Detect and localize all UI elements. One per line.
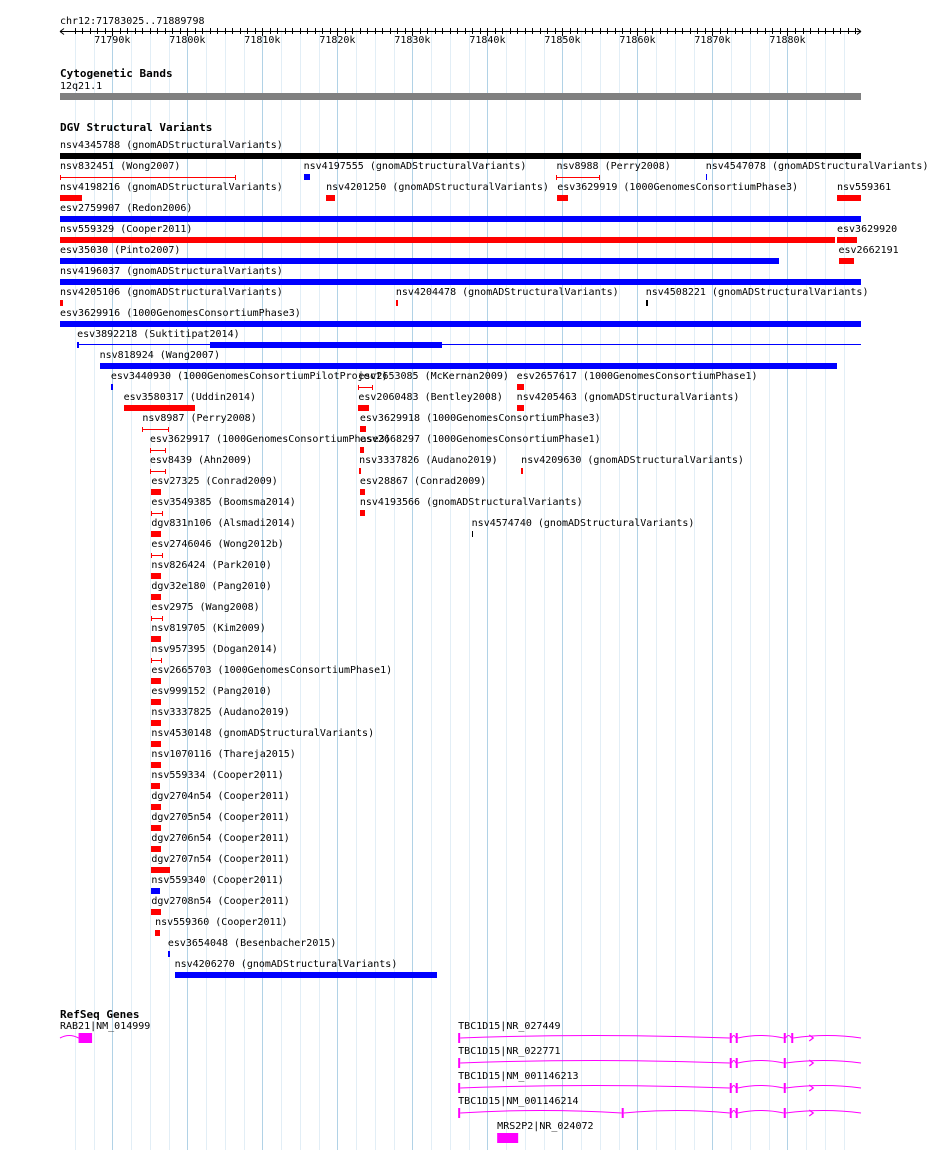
variant-f49[interactable] xyxy=(151,720,161,726)
variant-label: esv3629916 (1000GenomesConsortiumPhase3) xyxy=(60,308,301,319)
variant-label: esv2746046 (Wong2012b) xyxy=(151,539,284,550)
gene-label: TBC1D15|NR_022771 xyxy=(458,1046,561,1057)
variant-f26[interactable] xyxy=(358,405,369,411)
variant-span-line xyxy=(151,450,166,451)
location-label: chr12:71783025..71889798 xyxy=(60,16,205,27)
variant-f19[interactable] xyxy=(60,321,861,327)
variant-f57[interactable] xyxy=(151,888,159,894)
variant-f14[interactable] xyxy=(839,258,855,264)
gene-label: TBC1D15|NR_027449 xyxy=(458,1021,561,1032)
variant-f61[interactable] xyxy=(175,972,438,978)
cytoband-label: 12q21.1 xyxy=(60,81,103,92)
variant-f43[interactable] xyxy=(151,594,161,600)
variant-label: esv2975 (Wang2008) xyxy=(151,602,260,613)
variant-f17[interactable] xyxy=(396,300,398,306)
variant-label: esv3549385 (Boomsma2014) xyxy=(151,497,296,508)
variant-f22[interactable] xyxy=(111,384,113,390)
cytobands-title: Cytogenetic Bands xyxy=(60,67,173,80)
variant-f53[interactable] xyxy=(151,804,161,810)
variant-label: esv2668297 (1000GenomesConsortiumPhase1) xyxy=(359,434,601,445)
variant-f50[interactable] xyxy=(151,741,161,747)
gene-exon[interactable] xyxy=(730,1083,732,1093)
variant-label: esv8439 (Ahn2009) xyxy=(149,455,253,466)
variant-f58[interactable] xyxy=(151,909,161,915)
variant-label: nsv4198216 (gnomADStructuralVariants) xyxy=(60,182,283,193)
variant-label: nsv826424 (Park2010) xyxy=(151,560,272,571)
variant-label: nsv559334 (Cooper2011) xyxy=(151,770,284,781)
variant-label: esv2657617 (1000GenomesConsortiumPhase1) xyxy=(516,371,758,382)
variant-label: esv3580317 (Uddin2014) xyxy=(123,392,257,403)
variant-label: esv3440930 (1000GenomesConsortiumPilotProject) xyxy=(110,371,388,382)
variant-f56[interactable] xyxy=(151,867,170,873)
variant-label: dgv2708n54 (Cooper2011) xyxy=(151,896,290,907)
gene-label: TBC1D15|NM_001146214 xyxy=(458,1096,579,1107)
variant-end-tick xyxy=(77,342,79,348)
gene-intron-g2 xyxy=(460,1036,861,1039)
variant-label: dgv2706n54 (Cooper2011) xyxy=(151,833,290,844)
ruler-tick-label: 71860k xyxy=(619,35,656,46)
variant-f9[interactable] xyxy=(837,195,861,201)
gene-intron-g3 xyxy=(460,1061,861,1064)
gene-exon[interactable] xyxy=(458,1108,460,1118)
variant-f51[interactable] xyxy=(151,762,161,768)
variant-f41[interactable] xyxy=(151,553,163,558)
variant-f46[interactable] xyxy=(151,658,162,663)
gene-exon[interactable] xyxy=(784,1033,786,1043)
variant-f44[interactable] xyxy=(151,616,163,621)
variant-label: nsv4206270 (gnomADStructuralVariants) xyxy=(174,959,398,970)
variant-f15[interactable] xyxy=(60,279,861,285)
variant-span-line xyxy=(557,177,599,178)
gene-exon[interactable] xyxy=(736,1083,738,1093)
variant-label: nsv3337825 (Audano2019) xyxy=(151,707,290,718)
gene-exon[interactable] xyxy=(736,1058,738,1068)
variant-f30[interactable] xyxy=(150,448,167,453)
variant-label: esv2759907 (Redon2006) xyxy=(60,203,193,214)
variant-f18[interactable] xyxy=(646,300,648,306)
variant-label: nsv957395 (Dogan2014) xyxy=(151,644,278,655)
variant-span-line xyxy=(152,618,162,619)
gene-intron-g4 xyxy=(460,1086,861,1089)
variant-label: nsv8987 (Perry2008) xyxy=(142,413,257,424)
variant-f16[interactable] xyxy=(60,300,63,306)
dgv-track-title: DGV Structural Variants xyxy=(60,121,213,134)
variant-label: esv35030 (Pinto2007) xyxy=(60,245,181,256)
variant-label: nsv559329 (Cooper2011) xyxy=(60,224,193,235)
gene-exon[interactable] xyxy=(791,1033,793,1043)
variant-span-line xyxy=(152,660,161,661)
variant-f3[interactable] xyxy=(304,174,310,180)
variant-f54[interactable] xyxy=(151,825,161,831)
variant-f29[interactable] xyxy=(360,426,366,432)
gene-exon[interactable] xyxy=(497,1133,518,1143)
variant-f24[interactable] xyxy=(517,384,525,390)
variant-f55[interactable] xyxy=(151,846,161,852)
ruler-tick-label: 71850k xyxy=(544,35,581,46)
variant-f40[interactable] xyxy=(472,531,474,537)
gene-exon[interactable] xyxy=(79,1033,93,1043)
variant-f27[interactable] xyxy=(517,405,525,411)
variant-span-line xyxy=(359,387,372,388)
ruler-tick-label: 71840k xyxy=(469,35,506,46)
variant-f39[interactable] xyxy=(151,531,161,537)
cytoband-12q21-1[interactable] xyxy=(60,93,861,100)
gene-exon[interactable] xyxy=(730,1058,732,1068)
variant-span-line xyxy=(152,513,162,514)
variant-f36[interactable] xyxy=(360,489,365,495)
variant-label: nsv1070116 (Thareja2015) xyxy=(151,749,296,760)
variant-label: nsv4530148 (gnomADStructuralVariants) xyxy=(151,728,375,739)
variant-label: nsv4205463 (gnomADStructuralVariants) xyxy=(516,392,740,403)
variant-f35[interactable] xyxy=(151,489,161,495)
variant-label: nsv818924 (Wang2007) xyxy=(99,350,220,361)
variant-f21[interactable] xyxy=(100,363,837,369)
variant-f4[interactable] xyxy=(556,175,600,180)
gene-exon[interactable] xyxy=(784,1058,786,1068)
variant-f34[interactable] xyxy=(521,468,523,474)
variant-f31[interactable] xyxy=(360,447,365,453)
variant-label: nsv4193566 (gnomADStructuralVariants) xyxy=(359,497,583,508)
variant-label: esv3892218 (Suktitipat2014) xyxy=(77,329,240,340)
variant-f13[interactable] xyxy=(60,258,779,264)
variant-label: nsv4547078 (gnomADStructuralVariants) xyxy=(705,161,928,172)
variant-label: dgv32e180 (Pang2010) xyxy=(151,581,272,592)
variant-f5[interactable] xyxy=(706,174,708,180)
gene-exon[interactable] xyxy=(458,1033,460,1043)
variant-f25[interactable] xyxy=(124,405,195,411)
ruler-tick-label: 71830k xyxy=(394,35,431,46)
variant-label: nsv4201250 (gnomADStructuralVariants) xyxy=(326,182,549,193)
variant-label: esv3629918 (1000GenomesConsortiumPhase3) xyxy=(359,413,601,424)
variant-span-line xyxy=(143,429,167,430)
variant-label: dgv831n106 (Alsmadi2014) xyxy=(151,518,296,529)
variant-f60[interactable] xyxy=(168,951,170,957)
variant-label: nsv4508221 (gnomADStructuralVariants) xyxy=(645,287,869,298)
variant-label: nsv4345788 (gnomADStructuralVariants) xyxy=(60,140,283,151)
gene-exon[interactable] xyxy=(736,1108,738,1118)
variant-label: nsv4574740 (gnomADStructuralVariants) xyxy=(471,518,695,529)
gene-exon[interactable] xyxy=(458,1058,460,1068)
gene-label: MRS2P2|NR_024072 xyxy=(497,1121,594,1132)
variant-f32[interactable] xyxy=(150,469,167,474)
variant-f6[interactable] xyxy=(60,195,82,201)
variant-f10[interactable] xyxy=(60,216,861,222)
gene-exon[interactable] xyxy=(784,1083,786,1093)
variant-label: nsv4196037 (gnomADStructuralVariants) xyxy=(60,266,283,277)
variant-f42[interactable] xyxy=(151,573,161,579)
gene-intron-g5 xyxy=(460,1111,861,1114)
variant-label: nsv4204478 (gnomADStructuralVariants) xyxy=(395,287,619,298)
ruler-tick-label: 71870k xyxy=(694,35,731,46)
variant-label: esv28867 (Conrad2009) xyxy=(359,476,487,487)
variant-f37[interactable] xyxy=(151,511,163,516)
ruler-tick-label: 71820k xyxy=(319,35,356,46)
gene-exon[interactable] xyxy=(458,1083,460,1093)
variant-span-line xyxy=(152,555,162,556)
gene-label: TBC1D15|NM_001146213 xyxy=(458,1071,579,1082)
ruler-tick-label: 71790k xyxy=(94,35,131,46)
ruler-tick-label: 71880k xyxy=(769,35,806,46)
variant-label: esv3654048 (Besenbacher2015) xyxy=(167,938,337,949)
variant-f8[interactable] xyxy=(557,195,568,201)
variant-label: dgv2704n54 (Cooper2011) xyxy=(151,791,290,802)
gene-exon[interactable] xyxy=(784,1108,786,1118)
variant-label: esv999152 (Pang2010) xyxy=(151,686,272,697)
variant-label: esv2653085 (McKernan2009) xyxy=(358,371,509,382)
variant-label: dgv2705n54 (Cooper2011) xyxy=(151,812,290,823)
variant-label: esv3629917 (1000GenomesConsortiumPhase3) xyxy=(149,434,391,445)
variant-f12[interactable] xyxy=(837,237,857,243)
gene-label: RAB21|NM_014999 xyxy=(60,1021,151,1032)
gene-exon[interactable] xyxy=(730,1108,732,1118)
variant-f28[interactable] xyxy=(142,427,168,432)
variant-span-line xyxy=(77,344,861,345)
variant-f38[interactable] xyxy=(360,510,365,516)
variant-span-line xyxy=(151,471,166,472)
variant-f23[interactable] xyxy=(358,385,373,390)
variant-span-line xyxy=(61,177,235,178)
gene-exon[interactable] xyxy=(730,1033,732,1043)
variant-f47[interactable] xyxy=(151,678,161,684)
refseq-track-title: RefSeq Genes xyxy=(60,1008,140,1021)
ruler-tick-label: 71800k xyxy=(169,35,206,46)
ruler-tick-label: 71810k xyxy=(244,35,281,46)
variant-f11[interactable] xyxy=(60,237,835,243)
variant-label: nsv3337826 (Audano2019) xyxy=(359,455,498,466)
variant-f7[interactable] xyxy=(326,195,335,201)
variant-label: nsv832451 (Wong2007) xyxy=(60,161,181,172)
variant-label: esv3629920 xyxy=(837,224,898,235)
gene-exon[interactable] xyxy=(736,1033,738,1043)
variant-label: nsv4197555 (gnomADStructuralVariants) xyxy=(303,161,527,172)
variant-label: esv2665703 (1000GenomesConsortiumPhase1) xyxy=(151,665,393,676)
variant-f20[interactable] xyxy=(77,342,861,348)
variant-f59[interactable] xyxy=(155,930,160,936)
variant-core-block xyxy=(210,342,443,348)
variant-label: nsv559340 (Cooper2011) xyxy=(151,875,284,886)
variant-f1[interactable] xyxy=(60,153,861,159)
variant-label: nsv559361 xyxy=(837,182,892,193)
variant-label: esv3629919 (1000GenomesConsortiumPhase3) xyxy=(557,182,799,193)
variant-f45[interactable] xyxy=(151,636,161,642)
variant-label: nsv4209630 (gnomADStructuralVariants) xyxy=(521,455,744,466)
variant-label: nsv4205106 (gnomADStructuralVariants) xyxy=(60,287,283,298)
gene-exon[interactable] xyxy=(622,1108,624,1118)
variant-label: nsv8988 (Perry2008) xyxy=(556,161,671,172)
variant-label: nsv559360 (Cooper2011) xyxy=(155,917,288,928)
variant-f33[interactable] xyxy=(359,468,361,474)
variant-f52[interactable] xyxy=(151,783,159,789)
variant-label: esv27325 (Conrad2009) xyxy=(151,476,278,487)
variant-f48[interactable] xyxy=(151,699,161,705)
variant-label: dgv2707n54 (Cooper2011) xyxy=(151,854,290,865)
variant-label: nsv819705 (Kim2009) xyxy=(151,623,266,634)
variant-label: esv2060483 (Bentley2008) xyxy=(358,392,503,403)
variant-label: esv2662191 xyxy=(838,245,899,256)
variant-f2[interactable] xyxy=(60,175,236,180)
